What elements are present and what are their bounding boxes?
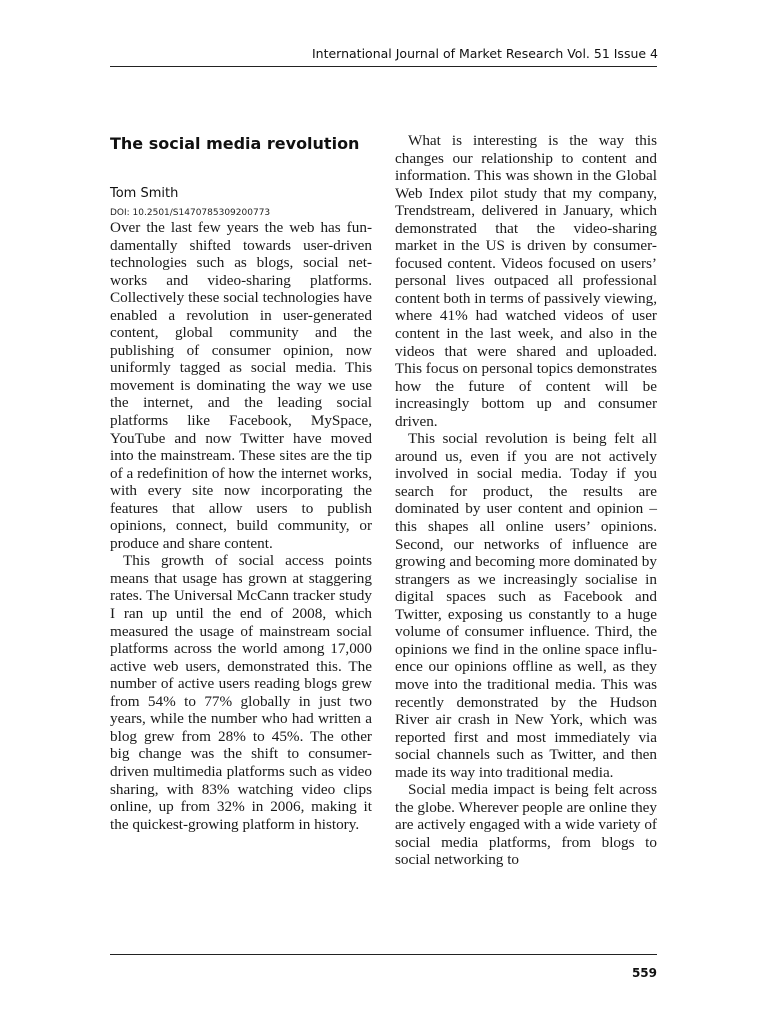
running-head: International Journal of Market Research Vol. 51 Issue 4 <box>311 46 658 61</box>
paragraph: Social media impact is being felt across the globe. Wherever people are online they are actively engaged with a wide variety of social media platforms, from blogs to social networking to <box>395 781 657 869</box>
paragraph: This growth of social access points means that usage has grown at staggering rates. The Universal McCann tracker study I ran up until the end of 2008, which measured the usage of mainstream social platforms across the world among 17,000 active web users, demonstrated this. The number of active users reading blogs grew from 54% to 77% globally in just two years, while the number who had written a blog grew from 28% to 45%. The other big change was the shift to consumer-driven multimedia platforms such as video sharing, with 83% watching video clips online, up from 32% in 2006, making it the quickest-growing platform in history. <box>110 552 372 833</box>
doi: DOI: 10.2501/S1470785309200773 <box>110 208 271 218</box>
left-column <box>110 132 372 833</box>
footer-rule <box>110 954 657 955</box>
author-name: Tom Smith <box>110 186 179 201</box>
page-number: 559 <box>631 966 657 980</box>
paragraph: Over the last few years the web has fundamentally shifted towards user-driven technologies such as blogs, social networks and video-sharing platforms. Collectively these social technologies have enabled a revolution in user-generated content, global community and the publishing of consumer opinion, now uniformly tagged as social media. This movement is dominating the way we use the internet, and the leading social platforms like Facebook, MySpace, YouTube and now Twitter have moved into the mainstream. These sites are the tip of a redefinition of how the internet works, with every site now incorporating the features that allow users to publish opinions, connect, build community, or produce and share content. <box>110 219 372 552</box>
paragraph: This social revolution is being felt all around us, even if you are not actively involved in social media. Today if you search for product, the results are dominated by user content and opinion – this shapes all online users’ opinions. Second, our networks of influence are growing and becoming more dominated by strangers as we increasingly socialise in digital spaces such as Facebook and Twitter, exposing us constantly to a huge volume of consumer influence. Third, the opinions we find in the online space influence our opinions offline as well, as they move into the traditional media. This was recently demonstrated by the Hudson River air crash in New York, which was reported first and most immediately via social channels such as Twitter, and then made its way into traditional media. <box>395 430 657 781</box>
right-column <box>395 132 657 869</box>
article-title: The social media revolution <box>110 134 360 153</box>
header-rule <box>110 66 657 67</box>
paragraph: What is interesting is the way this changes our relationship to content and information. This was shown in the Global Web Index pilot study that my company, Trendstream, delivered in January, which demonstrated that the video-sharing market in the US is driven by consumer-focused content. Videos focused on users’ personal lives outpaced all professional content both in terms of passively viewing, where 41% had watched videos of user content in the last week, and also in the videos that were shared and uploaded. This focus on personal topics demonstrates how the future of content will be increasingly bottom up and consumer driven. <box>395 132 657 430</box>
